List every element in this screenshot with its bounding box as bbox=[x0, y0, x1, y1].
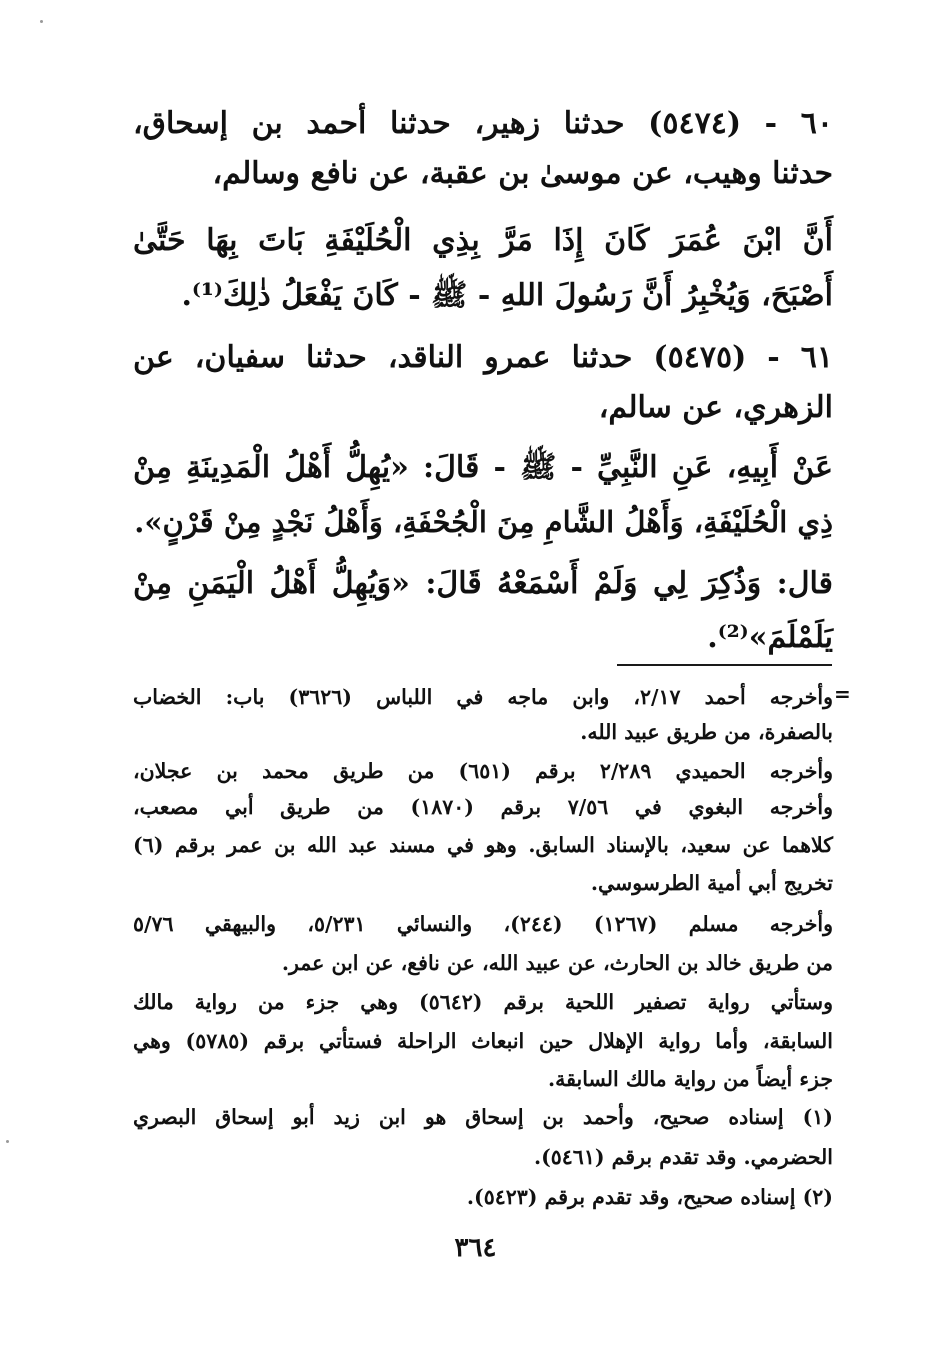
footnote-line: وأخرجه البغوي في ٧/٥٦ برقم (١٨٧٠) من طريق أبي مصعب، bbox=[133, 795, 833, 819]
hadith-61-matn-line-3: قال: وَذُكِرَ لِي وَلَمْ أَسْمَعْهُ قَالَ: «وَيُهِلُّ أَهْلُ الْيَمَنِ مِنْ bbox=[133, 566, 833, 601]
footnote-line: وأخرجه مسلم (١٢٦٧) (٢٤٤)، والنسائي ٥/٢٣١، والبيهقي ٥/٧٦ bbox=[133, 912, 834, 936]
hadith-61-matn-line-2: ذِي الْحُلَيْفَةِ، وَأَهْلُ الشَّامِ مِنَ الْجُحْفَةِ، وَأَهْلُ نَجْدٍ مِنْ قَرْنٍ». bbox=[134, 505, 833, 539]
footnote-2: (٢) إسناده صحيح، وقد تقدم برقم (٥٤٢٣). bbox=[466, 1185, 833, 1209]
footnote-line: جزء أيضاً من رواية مالك السابقة. bbox=[548, 1067, 833, 1091]
footnote-1-continued: الحضرمي. وقد تقدم برقم (٥٤٦١). bbox=[533, 1145, 833, 1169]
hadith-60-line-2: حدثنا وهيب، عن موسىٰ بن عقبة، عن نافع وسالم، bbox=[212, 156, 833, 191]
footnote-1: (١) إسناده صحيح، وأحمد بن إسحاق هو ابن زيد أبو إسحاق البصري bbox=[133, 1105, 833, 1129]
scan-speck bbox=[40, 20, 43, 23]
footnote-line: بالصفرة، من طريق عبيد الله. bbox=[580, 720, 833, 744]
footnote-line: السابقة، وأما رواية الإهلال حين انبعاث الراحلة فستأتي برقم (٥٧٨٥) وهي bbox=[133, 1029, 833, 1053]
hadith-60-matn-line-2: أَصْبَحَ، وَيُخْبِرُ أَنَّ رَسُولَ اللهِ - ﷺ - كَانَ يَفْعَلُ ذٰلِكَ⁽¹⁾. bbox=[181, 278, 833, 313]
scan-speck bbox=[6, 1140, 9, 1143]
footnote-line: وأخرجه الحميدي ٢/٢٨٩ برقم (٦٥١) من طريق محمد بن عجلان، bbox=[133, 759, 833, 783]
page-number: ٣٦٤ bbox=[454, 1233, 497, 1263]
hadith-60-line-1: ٦٠ - (٥٤٧٤) حدثنا زهير، حدثنا أحمد بن إسحاق، bbox=[133, 106, 833, 141]
hadith-61-line-1: ٦١ - (٥٤٧٥) حدثنا عمرو الناقد، حدثنا سفيان، عن bbox=[133, 340, 833, 375]
footnote-line: كلاهما عن سعيد، بالإسناد السابق. وهو في مسند عبد الله بن عمر برقم (٦) bbox=[133, 833, 833, 857]
footnote-line: وستأتي رواية تصفير اللحية برقم (٥٦٤٢) وهي جزء من رواية مالك bbox=[133, 990, 833, 1014]
footnote-separator bbox=[617, 664, 832, 666]
hadith-61-matn-line-1: عَنْ أَبِيهِ، عَنِ النَّبِيِّ - ﷺ - قَالَ: «يُهِلُّ أَهْلُ الْمَدِينَةِ مِنْ bbox=[133, 450, 833, 485]
footnote-line: وأخرجه أحمد ٢/١٧، وابن ماجه في اللباس (٣٦٢٦) باب: الخضاب bbox=[133, 685, 833, 709]
hadith-61-line-2: الزهري، عن سالم، bbox=[598, 390, 833, 425]
footnote-line: من طريق خالد بن الحارث، عن عبيد الله، عن نافع، عن ابن عمر. bbox=[281, 951, 833, 975]
continuation-mark: = bbox=[834, 682, 851, 706]
hadith-60-matn-line-1: أَنَّ ابْنَ عُمَرَ كَانَ إِذَا مَرَّ بِذِي الْحُلَيْفَةِ بَاتَ بِهَا حَتَّىٰ bbox=[133, 223, 833, 258]
footnote-line: تخريج أبي أمية الطرسوسي. bbox=[590, 871, 833, 895]
hadith-61-matn-line-4: يَلَمْلَمَ»⁽²⁾. bbox=[707, 620, 833, 655]
